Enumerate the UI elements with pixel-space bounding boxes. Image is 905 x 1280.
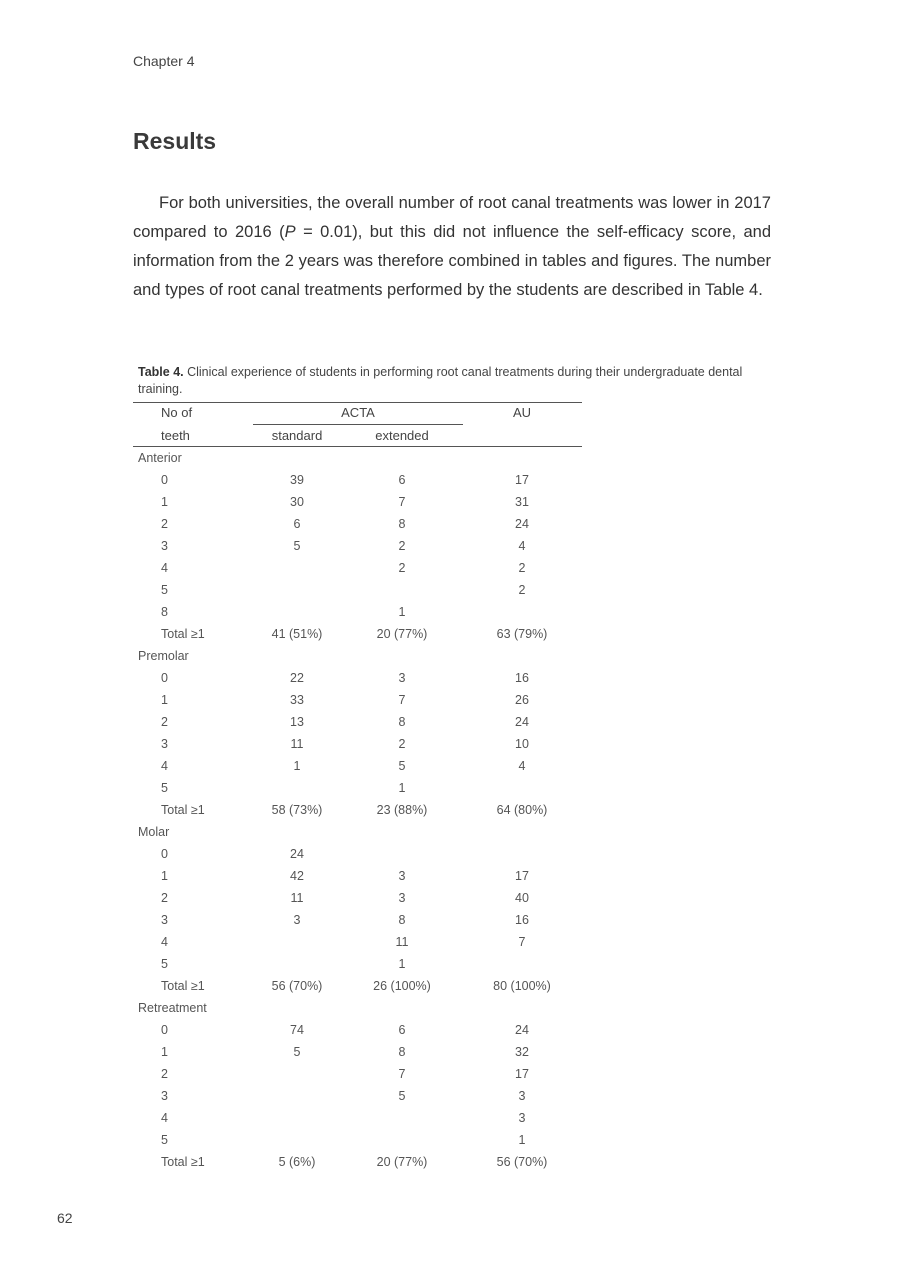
table-row xyxy=(133,601,582,623)
table-caption-text: Clinical experience of students in performing root canal treatments during their undergraduate dental training. xyxy=(138,365,743,396)
table-row xyxy=(133,513,582,535)
standard-cell: 42 xyxy=(290,869,304,883)
teeth-count-cell: 5 xyxy=(161,957,168,971)
table-row xyxy=(133,1063,582,1085)
standard-cell: 11 xyxy=(290,737,304,751)
section-label: Molar xyxy=(138,825,170,839)
teeth-count-cell: 4 xyxy=(161,759,168,773)
au-cell: 2 xyxy=(518,583,526,597)
extended-cell: 2 xyxy=(398,561,406,575)
section-heading: Results xyxy=(133,128,217,154)
table-row xyxy=(133,887,582,909)
section-label: Retreatment xyxy=(138,1001,207,1015)
extended-cell: 8 xyxy=(398,715,406,729)
table-row xyxy=(133,755,582,777)
table-section-row xyxy=(133,997,582,1019)
au-cell: 32 xyxy=(515,1045,529,1059)
extended-cell: 20 (77%) xyxy=(376,1155,428,1169)
extended-cell: 8 xyxy=(398,517,406,531)
standard-cell: 5 xyxy=(293,539,301,553)
table-row xyxy=(133,799,582,821)
extended-cell: 3 xyxy=(398,869,406,883)
au-cell: 7 xyxy=(518,935,526,949)
table-row xyxy=(133,623,582,645)
header-standard: standard xyxy=(271,428,323,443)
standard-cell: 58 (73%) xyxy=(271,803,323,817)
table-row xyxy=(133,711,582,733)
header-extended: extended xyxy=(375,428,429,443)
table-row xyxy=(133,1107,582,1129)
teeth-count-cell: 1 xyxy=(161,693,168,707)
teeth-count-cell: 1 xyxy=(161,1045,168,1059)
table-row xyxy=(133,535,582,557)
extended-cell: 7 xyxy=(398,693,406,707)
header-teeth: teeth xyxy=(161,428,190,443)
au-cell: 63 (79%) xyxy=(496,627,548,641)
extended-cell: 1 xyxy=(398,781,406,795)
teeth-count-cell: 3 xyxy=(161,737,168,751)
table-row xyxy=(133,777,582,799)
au-cell: 31 xyxy=(515,495,529,509)
extended-cell: 8 xyxy=(398,913,406,927)
au-cell: 24 xyxy=(515,715,529,729)
extended-cell: 8 xyxy=(398,1045,406,1059)
running-head: Chapter 4 xyxy=(133,53,195,69)
extended-cell: 6 xyxy=(398,473,406,487)
teeth-count-cell: Total ≥1 xyxy=(161,1155,205,1169)
table-row xyxy=(133,557,582,579)
extended-cell: 26 (100%) xyxy=(373,979,431,993)
au-cell: 24 xyxy=(515,1023,529,1037)
extended-cell: 1 xyxy=(398,957,406,971)
teeth-count-cell: 0 xyxy=(161,671,168,685)
standard-cell: 5 (6%) xyxy=(278,1155,316,1169)
au-cell: 17 xyxy=(515,473,529,487)
table-row xyxy=(133,931,582,953)
standard-cell: 3 xyxy=(293,913,301,927)
table-row xyxy=(133,469,582,491)
table-row xyxy=(133,667,582,689)
au-cell: 17 xyxy=(515,1067,529,1081)
au-cell: 3 xyxy=(518,1111,526,1125)
table-row xyxy=(133,579,582,601)
header-au: AU xyxy=(512,405,532,420)
extended-cell: 23 (88%) xyxy=(376,803,428,817)
teeth-count-cell: 3 xyxy=(161,539,168,553)
standard-cell: 13 xyxy=(290,715,304,729)
standard-cell: 22 xyxy=(290,671,304,685)
table-row xyxy=(133,953,582,975)
teeth-count-cell: 5 xyxy=(161,1133,168,1147)
teeth-count-cell: Total ≥1 xyxy=(161,979,205,993)
header-acta: ACTA xyxy=(341,405,375,420)
teeth-count-cell: 3 xyxy=(161,913,168,927)
au-cell: 3 xyxy=(518,1089,526,1103)
au-cell: 64 (80%) xyxy=(496,803,548,817)
table-row xyxy=(133,1151,582,1173)
au-cell: 17 xyxy=(515,869,529,883)
extended-cell: 7 xyxy=(398,1067,406,1081)
table-row xyxy=(133,1085,582,1107)
table-header-row-2 xyxy=(133,425,582,447)
standard-cell: 41 (51%) xyxy=(271,627,323,641)
teeth-count-cell: Total ≥1 xyxy=(161,627,205,641)
teeth-count-cell: 2 xyxy=(161,517,168,531)
p-symbol: P xyxy=(284,223,296,241)
section-label: Anterior xyxy=(138,451,182,465)
table-row xyxy=(133,1019,582,1041)
extended-cell: 3 xyxy=(398,671,406,685)
table-header-row-1 xyxy=(133,402,582,424)
standard-cell: 33 xyxy=(290,693,304,707)
table-row xyxy=(133,975,582,997)
table-caption xyxy=(138,364,778,398)
extended-cell: 20 (77%) xyxy=(376,627,428,641)
teeth-count-cell: 0 xyxy=(161,847,168,861)
au-cell: 16 xyxy=(515,913,529,927)
extended-cell: 5 xyxy=(398,759,406,773)
teeth-count-cell: 5 xyxy=(161,583,168,597)
standard-cell: 24 xyxy=(290,847,304,861)
table-section-row xyxy=(133,645,582,667)
extended-cell: 5 xyxy=(398,1089,406,1103)
teeth-count-cell: 8 xyxy=(161,605,168,619)
teeth-count-cell: 3 xyxy=(161,1089,168,1103)
teeth-count-cell: 2 xyxy=(161,1067,168,1081)
teeth-count-cell: 2 xyxy=(161,891,168,905)
paragraph-text-2: = 0.01), but this did not influence the self-efficacy score, and information from the 2 years was therefore combined in tables and figures. The number and types of root canal treatments performed by the students are described in Table 4. xyxy=(133,223,771,299)
standard-cell: 5 xyxy=(293,1045,301,1059)
au-cell: 16 xyxy=(515,671,529,685)
au-cell: 1 xyxy=(518,1133,526,1147)
teeth-count-cell: 4 xyxy=(161,935,168,949)
table-section-row xyxy=(133,447,582,469)
teeth-count-cell: 0 xyxy=(161,473,168,487)
table-section-row xyxy=(133,821,582,843)
standard-cell: 1 xyxy=(293,759,301,773)
au-cell: 4 xyxy=(518,539,526,553)
au-cell: 10 xyxy=(515,737,529,751)
table-row xyxy=(133,1041,582,1063)
au-cell: 26 xyxy=(515,693,529,707)
au-cell: 4 xyxy=(518,759,526,773)
extended-cell: 7 xyxy=(398,495,406,509)
standard-cell: 56 (70%) xyxy=(271,979,323,993)
standard-cell: 11 xyxy=(290,891,304,905)
table-row xyxy=(133,909,582,931)
table-row xyxy=(133,865,582,887)
standard-cell: 39 xyxy=(290,473,304,487)
teeth-count-cell: 1 xyxy=(161,869,168,883)
results-paragraph xyxy=(133,189,771,305)
extended-cell: 3 xyxy=(398,891,406,905)
teeth-count-cell: 2 xyxy=(161,715,168,729)
au-cell: 40 xyxy=(515,891,529,905)
section-label: Premolar xyxy=(138,649,189,663)
teeth-count-cell: 5 xyxy=(161,781,168,795)
teeth-count-cell: 0 xyxy=(161,1023,168,1037)
au-cell: 80 (100%) xyxy=(493,979,551,993)
teeth-count-cell: 1 xyxy=(161,495,168,509)
paragraph-text-1: For both universities, the overall number of root canal treatments was lower in 2017 compared to 2016 ( xyxy=(133,194,771,241)
standard-cell: 74 xyxy=(290,1023,304,1037)
extended-cell: 2 xyxy=(398,737,406,751)
standard-cell: 6 xyxy=(293,517,301,531)
table-row xyxy=(133,1129,582,1151)
standard-cell: 30 xyxy=(290,495,304,509)
table-caption-label: Table 4. xyxy=(138,365,184,379)
table-row xyxy=(133,491,582,513)
au-cell: 24 xyxy=(515,517,529,531)
au-cell: 2 xyxy=(518,561,526,575)
extended-cell: 11 xyxy=(395,935,409,949)
teeth-count-cell: Total ≥1 xyxy=(161,803,205,817)
extended-cell: 6 xyxy=(398,1023,406,1037)
table-row xyxy=(133,689,582,711)
table-row xyxy=(133,733,582,755)
extended-cell: 1 xyxy=(398,605,406,619)
header-no-of: No of xyxy=(161,405,193,420)
teeth-count-cell: 4 xyxy=(161,561,168,575)
extended-cell: 2 xyxy=(398,539,406,553)
teeth-count-cell: 4 xyxy=(161,1111,168,1125)
table-row xyxy=(133,843,582,865)
page-number: 62 xyxy=(57,1210,73,1226)
au-cell: 56 (70%) xyxy=(496,1155,548,1169)
